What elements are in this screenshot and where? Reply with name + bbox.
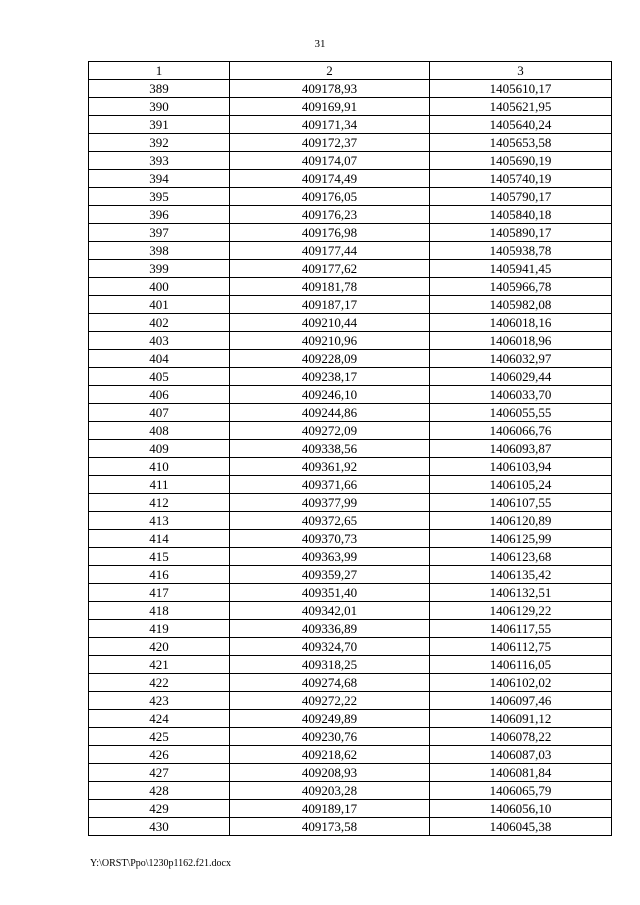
- table-row: [89, 170, 612, 188]
- x-coordinate-cell: 409324,70: [230, 638, 430, 656]
- point-number-cell: 427: [89, 764, 230, 782]
- x-coordinate-cell: 409359,27: [230, 566, 430, 584]
- table-row: [89, 476, 612, 494]
- x-coordinate-cell: 409244,86: [230, 404, 430, 422]
- point-number-cell: 430: [89, 818, 230, 836]
- point-number-cell: 428: [89, 782, 230, 800]
- point-number-cell: 417: [89, 584, 230, 602]
- x-coordinate-cell: 409177,44: [230, 242, 430, 260]
- y-coordinate-cell: 1406103,94: [430, 458, 612, 476]
- point-number-cell: 416: [89, 566, 230, 584]
- x-coordinate-cell: 409210,96: [230, 332, 430, 350]
- y-coordinate-cell: 1406123,68: [430, 548, 612, 566]
- point-number-cell: 413: [89, 512, 230, 530]
- table-row: [89, 584, 612, 602]
- x-coordinate-cell: 409173,58: [230, 818, 430, 836]
- point-number-cell: 421: [89, 656, 230, 674]
- table-row: [89, 260, 612, 278]
- table-row: [89, 188, 612, 206]
- y-coordinate-cell: 1406112,75: [430, 638, 612, 656]
- table-row: [89, 530, 612, 548]
- y-coordinate-cell: 1406120,89: [430, 512, 612, 530]
- y-coordinate-cell: 1406091,12: [430, 710, 612, 728]
- x-coordinate-cell: 409176,23: [230, 206, 430, 224]
- point-number-cell: 429: [89, 800, 230, 818]
- y-coordinate-cell: 1406107,55: [430, 494, 612, 512]
- table-row: [89, 80, 612, 98]
- y-coordinate-cell: 1406055,55: [430, 404, 612, 422]
- y-coordinate-cell: 1405790,17: [430, 188, 612, 206]
- y-coordinate-cell: 1405840,18: [430, 206, 612, 224]
- table-row: [89, 602, 612, 620]
- table-row: [89, 152, 612, 170]
- point-number-cell: 420: [89, 638, 230, 656]
- x-coordinate-cell: 409318,25: [230, 656, 430, 674]
- point-number-cell: 402: [89, 314, 230, 332]
- x-coordinate-cell: 409249,89: [230, 710, 430, 728]
- y-coordinate-cell: 1406097,46: [430, 692, 612, 710]
- point-number-cell: 405: [89, 368, 230, 386]
- table-row: [89, 494, 612, 512]
- point-number-cell: 396: [89, 206, 230, 224]
- x-coordinate-cell: 409208,93: [230, 764, 430, 782]
- table-row: [89, 458, 612, 476]
- y-coordinate-cell: 1405640,24: [430, 116, 612, 134]
- y-coordinate-cell: 1406032,97: [430, 350, 612, 368]
- column-header: 3: [430, 62, 612, 80]
- y-coordinate-cell: 1405966,78: [430, 278, 612, 296]
- point-number-cell: 398: [89, 242, 230, 260]
- table-row: [89, 314, 612, 332]
- table-row: [89, 548, 612, 566]
- y-coordinate-cell: 1406018,16: [430, 314, 612, 332]
- x-coordinate-cell: 409174,07: [230, 152, 430, 170]
- point-number-cell: 400: [89, 278, 230, 296]
- x-coordinate-cell: 409172,37: [230, 134, 430, 152]
- y-coordinate-cell: 1406066,76: [430, 422, 612, 440]
- x-coordinate-cell: 409187,17: [230, 296, 430, 314]
- y-coordinate-cell: 1405982,08: [430, 296, 612, 314]
- point-number-cell: 399: [89, 260, 230, 278]
- table-row: [89, 224, 612, 242]
- y-coordinate-cell: 1405610,17: [430, 80, 612, 98]
- point-number-cell: 395: [89, 188, 230, 206]
- x-coordinate-cell: 409372,65: [230, 512, 430, 530]
- point-number-cell: 418: [89, 602, 230, 620]
- table-row: [89, 674, 612, 692]
- table-row: [89, 782, 612, 800]
- coordinates-table: [88, 61, 612, 836]
- y-coordinate-cell: 1406065,79: [430, 782, 612, 800]
- table-row: [89, 638, 612, 656]
- point-number-cell: 412: [89, 494, 230, 512]
- column-header: 2: [230, 62, 430, 80]
- table-row: [89, 386, 612, 404]
- point-number-cell: 426: [89, 746, 230, 764]
- point-number-cell: 390: [89, 98, 230, 116]
- point-number-cell: 394: [89, 170, 230, 188]
- y-coordinate-cell: 1405938,78: [430, 242, 612, 260]
- x-coordinate-cell: 409371,66: [230, 476, 430, 494]
- x-coordinate-cell: 409189,17: [230, 800, 430, 818]
- x-coordinate-cell: 409363,99: [230, 548, 430, 566]
- x-coordinate-cell: 409181,78: [230, 278, 430, 296]
- x-coordinate-cell: 409246,10: [230, 386, 430, 404]
- table-row: [89, 440, 612, 458]
- y-coordinate-cell: 1406093,87: [430, 440, 612, 458]
- point-number-cell: 401: [89, 296, 230, 314]
- y-coordinate-cell: 1405621,95: [430, 98, 612, 116]
- footer-file-path: Y:\ORST\Ppo\1230p1162.f21.docx: [90, 858, 231, 869]
- y-coordinate-cell: 1406081,84: [430, 764, 612, 782]
- table-row: [89, 116, 612, 134]
- table-row: [89, 692, 612, 710]
- point-number-cell: 403: [89, 332, 230, 350]
- table-row: [89, 764, 612, 782]
- x-coordinate-cell: 409274,68: [230, 674, 430, 692]
- table-row: [89, 332, 612, 350]
- x-coordinate-cell: 409370,73: [230, 530, 430, 548]
- y-coordinate-cell: 1406132,51: [430, 584, 612, 602]
- x-coordinate-cell: 409174,49: [230, 170, 430, 188]
- y-coordinate-cell: 1405653,58: [430, 134, 612, 152]
- x-coordinate-cell: 409218,62: [230, 746, 430, 764]
- table-row: [89, 368, 612, 386]
- point-number-cell: 425: [89, 728, 230, 746]
- y-coordinate-cell: 1405690,19: [430, 152, 612, 170]
- x-coordinate-cell: 409338,56: [230, 440, 430, 458]
- table-row: [89, 242, 612, 260]
- table-row: [89, 800, 612, 818]
- table-row: [89, 566, 612, 584]
- point-number-cell: 408: [89, 422, 230, 440]
- x-coordinate-cell: 409272,09: [230, 422, 430, 440]
- point-number-cell: 415: [89, 548, 230, 566]
- y-coordinate-cell: 1406029,44: [430, 368, 612, 386]
- table-row: [89, 620, 612, 638]
- point-number-cell: 393: [89, 152, 230, 170]
- y-coordinate-cell: 1406078,22: [430, 728, 612, 746]
- table-row: [89, 206, 612, 224]
- x-coordinate-cell: 409176,98: [230, 224, 430, 242]
- table-row: [89, 404, 612, 422]
- point-number-cell: 424: [89, 710, 230, 728]
- table-row: [89, 350, 612, 368]
- x-coordinate-cell: 409272,22: [230, 692, 430, 710]
- y-coordinate-cell: 1406102,02: [430, 674, 612, 692]
- table-row: [89, 818, 612, 836]
- column-header: 1: [89, 62, 230, 80]
- y-coordinate-cell: 1405740,19: [430, 170, 612, 188]
- table-row: [89, 656, 612, 674]
- y-coordinate-cell: 1406033,70: [430, 386, 612, 404]
- y-coordinate-cell: 1406087,03: [430, 746, 612, 764]
- x-coordinate-cell: 409169,91: [230, 98, 430, 116]
- y-coordinate-cell: 1406135,42: [430, 566, 612, 584]
- x-coordinate-cell: 409230,76: [230, 728, 430, 746]
- point-number-cell: 419: [89, 620, 230, 638]
- point-number-cell: 406: [89, 386, 230, 404]
- y-coordinate-cell: 1406105,24: [430, 476, 612, 494]
- y-coordinate-cell: 1405941,45: [430, 260, 612, 278]
- y-coordinate-cell: 1406116,05: [430, 656, 612, 674]
- y-coordinate-cell: 1406056,10: [430, 800, 612, 818]
- point-number-cell: 389: [89, 80, 230, 98]
- x-coordinate-cell: 409361,92: [230, 458, 430, 476]
- x-coordinate-cell: 409351,40: [230, 584, 430, 602]
- x-coordinate-cell: 409210,44: [230, 314, 430, 332]
- point-number-cell: 422: [89, 674, 230, 692]
- point-number-cell: 392: [89, 134, 230, 152]
- point-number-cell: 409: [89, 440, 230, 458]
- table-row: [89, 728, 612, 746]
- table-row: [89, 296, 612, 314]
- page-number: 31: [314, 38, 326, 50]
- x-coordinate-cell: 409342,01: [230, 602, 430, 620]
- point-number-cell: 397: [89, 224, 230, 242]
- y-coordinate-cell: 1406018,96: [430, 332, 612, 350]
- x-coordinate-cell: 409177,62: [230, 260, 430, 278]
- table-row: [89, 512, 612, 530]
- point-number-cell: 391: [89, 116, 230, 134]
- x-coordinate-cell: 409178,93: [230, 80, 430, 98]
- y-coordinate-cell: 1406117,55: [430, 620, 612, 638]
- y-coordinate-cell: 1406129,22: [430, 602, 612, 620]
- point-number-cell: 404: [89, 350, 230, 368]
- point-number-cell: 407: [89, 404, 230, 422]
- point-number-cell: 411: [89, 476, 230, 494]
- x-coordinate-cell: 409171,34: [230, 116, 430, 134]
- y-coordinate-cell: 1406045,38: [430, 818, 612, 836]
- x-coordinate-cell: 409336,89: [230, 620, 430, 638]
- x-coordinate-cell: 409176,05: [230, 188, 430, 206]
- point-number-cell: 414: [89, 530, 230, 548]
- table-row: [89, 134, 612, 152]
- table-row: [89, 422, 612, 440]
- x-coordinate-cell: 409228,09: [230, 350, 430, 368]
- table-row: [89, 98, 612, 116]
- x-coordinate-cell: 409377,99: [230, 494, 430, 512]
- table-row: [89, 746, 612, 764]
- table-row: [89, 710, 612, 728]
- y-coordinate-cell: 1405890,17: [430, 224, 612, 242]
- x-coordinate-cell: 409203,28: [230, 782, 430, 800]
- point-number-cell: 410: [89, 458, 230, 476]
- table-header-row: [89, 62, 612, 80]
- x-coordinate-cell: 409238,17: [230, 368, 430, 386]
- table-body: [89, 80, 612, 836]
- y-coordinate-cell: 1406125,99: [430, 530, 612, 548]
- point-number-cell: 423: [89, 692, 230, 710]
- table-row: [89, 278, 612, 296]
